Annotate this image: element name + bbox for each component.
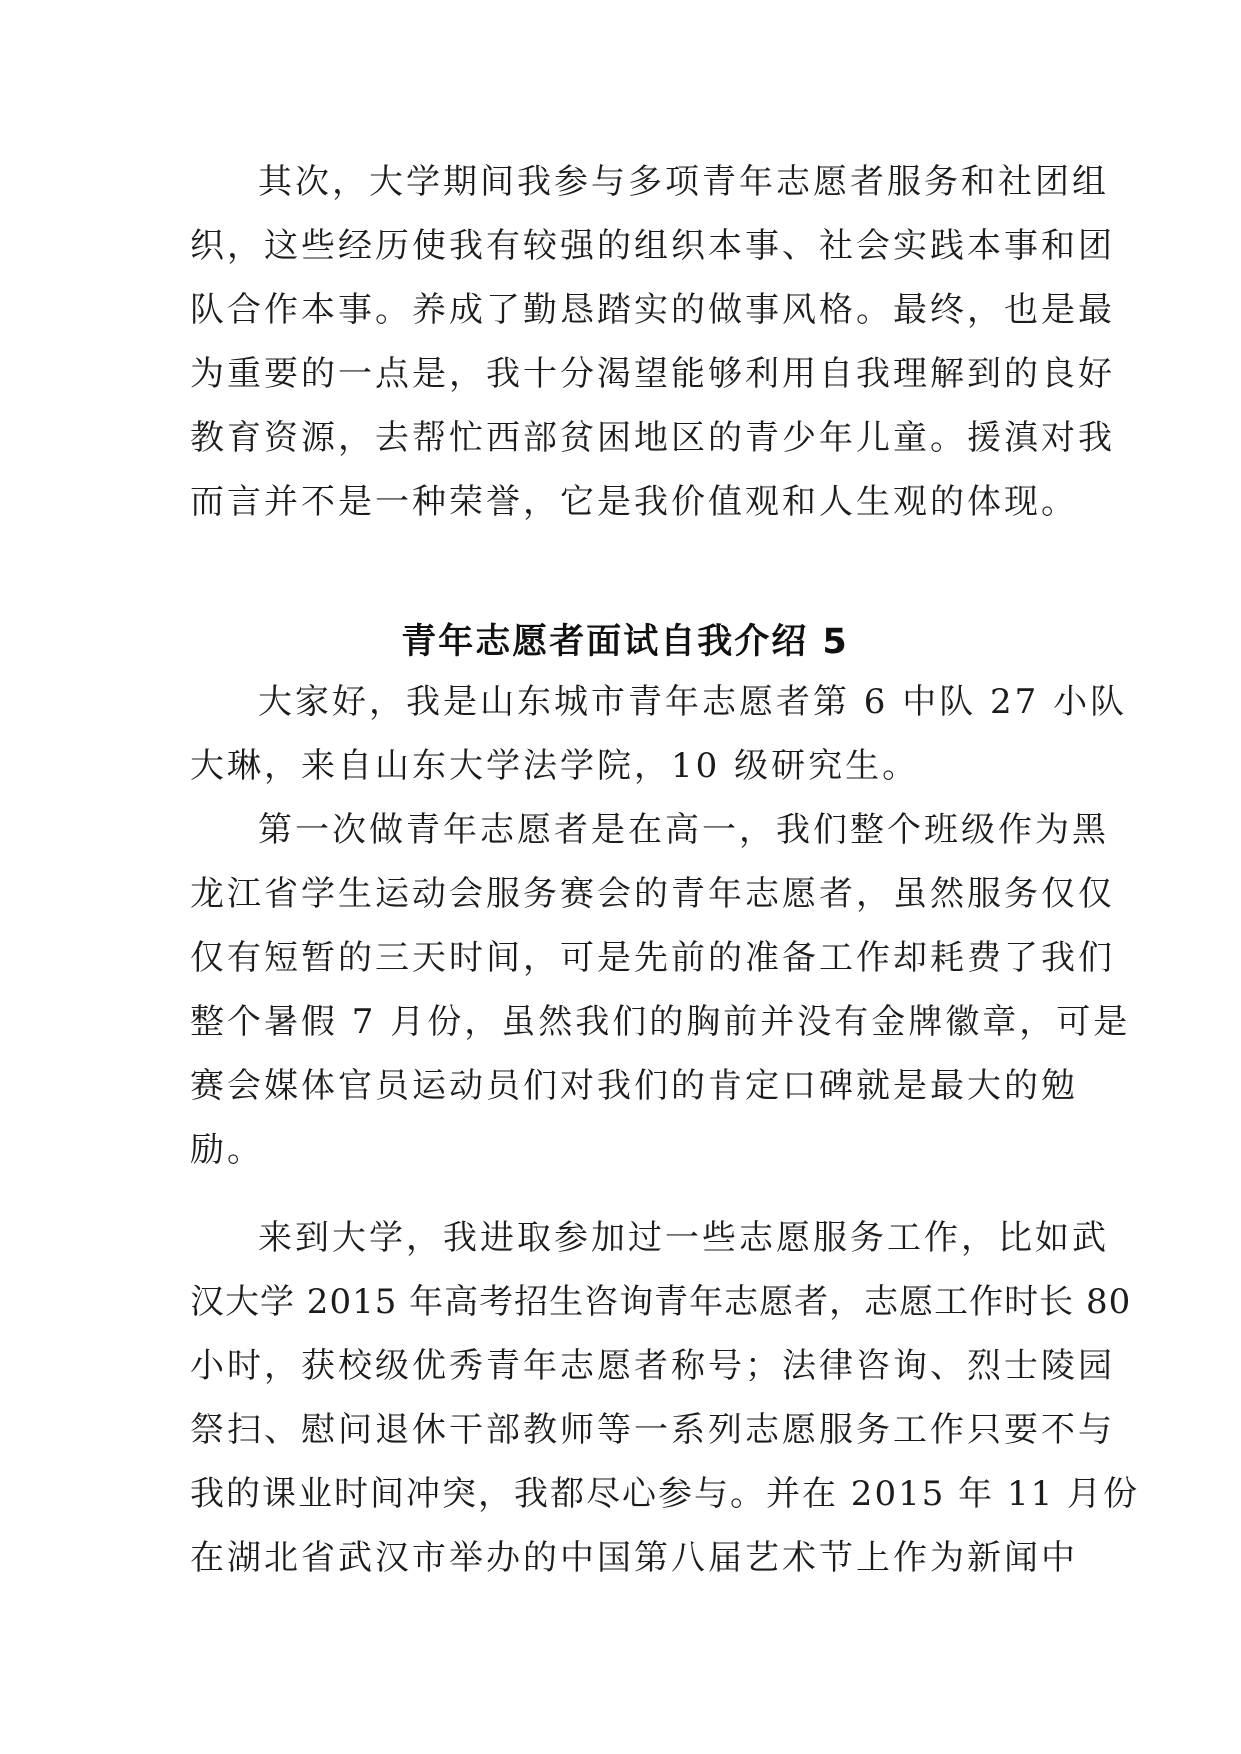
section-heading: 青年志愿者面试自我介绍 5 (401, 622, 849, 662)
text-line: 而言并不是一种荣誉，它是我价值观和人生观的体现。 (190, 482, 1078, 522)
text-line: 汉大学 2015 年高考招生咨询青年志愿者，志愿工作时长 80 (190, 1282, 1132, 1322)
text-line: 大家好，我是山东城市青年志愿者第 6 中队 27 小队 (258, 682, 1128, 722)
text-line: 织，这些经历使我有较强的组织本事、社会实践本事和团 (190, 226, 1115, 266)
text-line: 我的课业时间冲突，我都尽心参与。并在 2015 年 11 月份 (190, 1474, 1140, 1514)
text-line: 龙江省学生运动会服务赛会的青年志愿者，虽然服务仅仅 (190, 874, 1115, 914)
text-line: 在湖北省武汉市举办的中国第八届艺术节上作为新闻中 (190, 1538, 1078, 1578)
text-line: 为重要的一点是，我十分渴望能够利用自我理解到的良好 (190, 354, 1115, 394)
text-line: 教育资源，去帮忙西部贫困地区的青少年儿童。援滇对我 (190, 418, 1115, 458)
text-line: 整个暑假 7 月份，虽然我们的胸前并没有金牌徽章，可是 (190, 1002, 1131, 1042)
text-line: 赛会媒体官员运动员们对我们的肯定口碑就是最大的勉 (190, 1066, 1078, 1106)
text-line: 队合作本事。养成了勤恳踏实的做事风格。最终，也是最 (190, 290, 1115, 330)
text-line: 仅有短暂的三天时间，可是先前的准备工作却耗费了我们 (190, 938, 1115, 978)
text-line: 其次，大学期间我参与多项青年志愿者服务和社团组 (258, 162, 1109, 202)
text-line: 祭扫、慰问退休干部教师等一系列志愿服务工作只要不与 (190, 1410, 1115, 1450)
text-line: 小时，获校级优秀青年志愿者称号；法律咨询、烈士陵园 (190, 1346, 1115, 1386)
text-line: 第一次做青年志愿者是在高一，我们整个班级作为黑 (258, 810, 1109, 850)
text-line: 励。 (190, 1130, 264, 1170)
text-line: 来到大学，我进取参加过一些志愿服务工作，比如武 (258, 1218, 1109, 1258)
text-line: 大琳，来自山东大学法学院，10 级研究生。 (190, 746, 920, 786)
